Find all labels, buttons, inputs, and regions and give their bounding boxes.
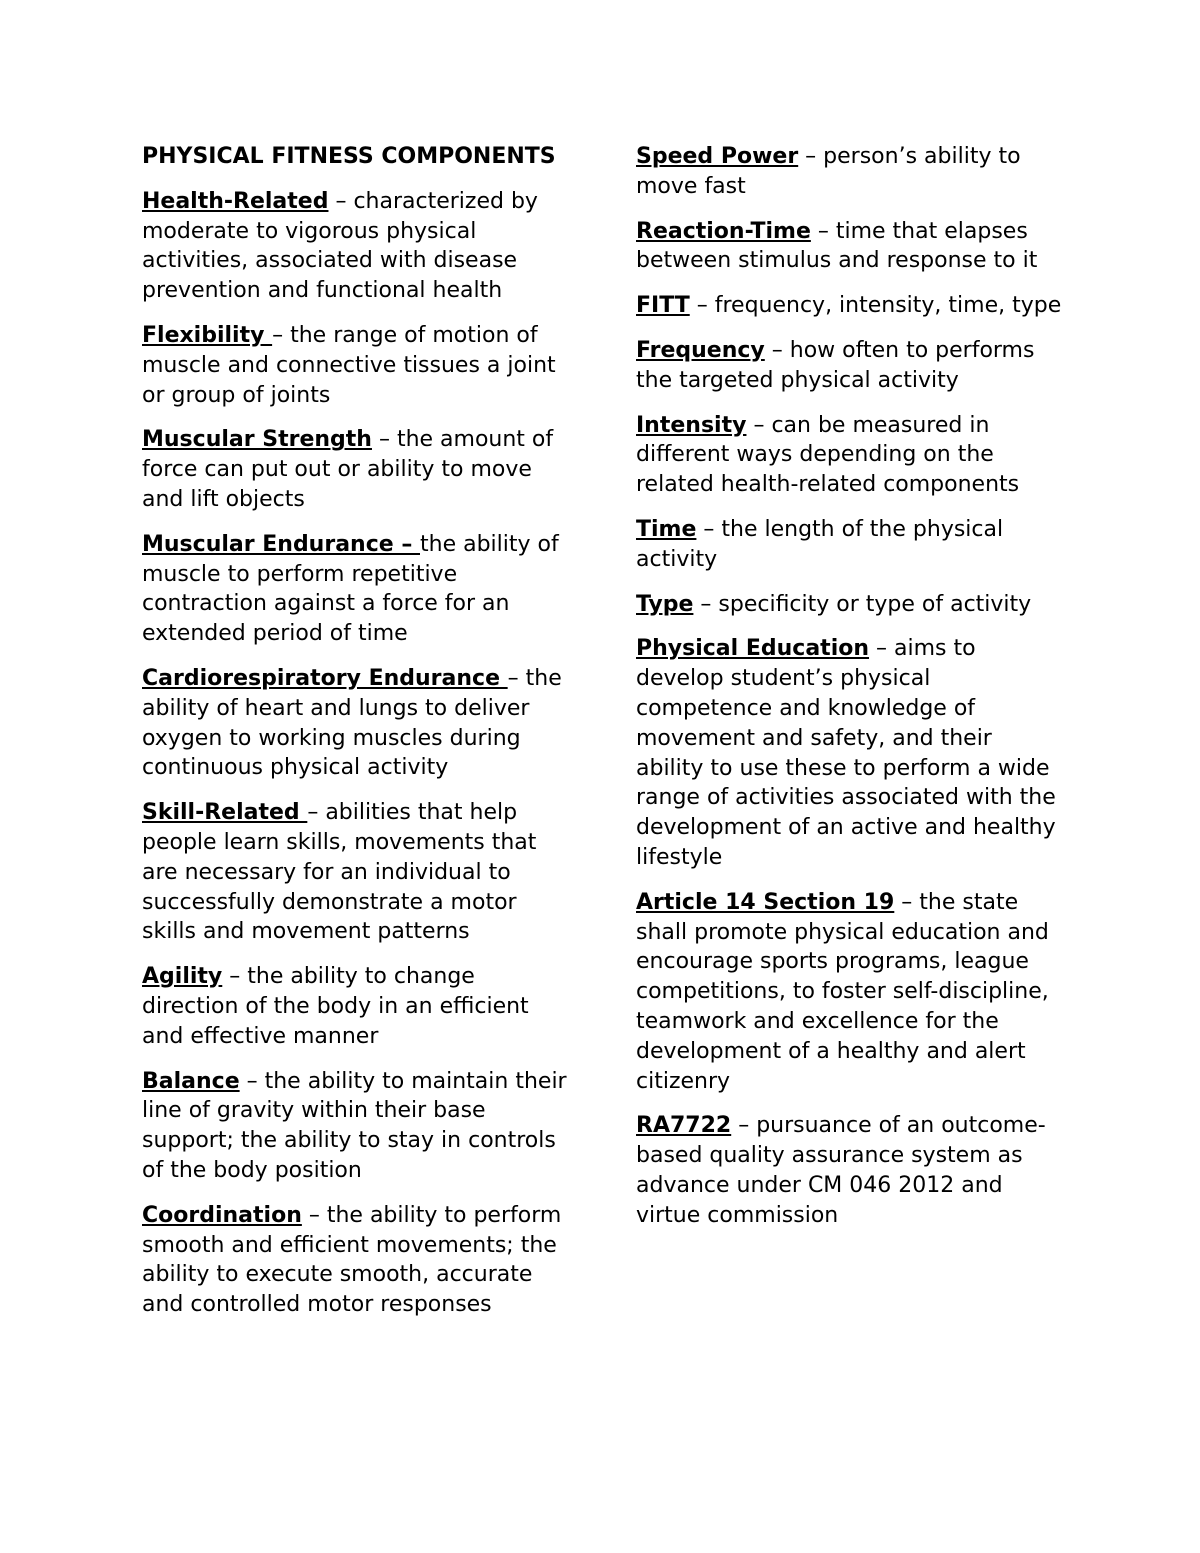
- definition: – the range of motion of muscle and connective tissues a joint or group of joints: [142, 322, 556, 408]
- entry-agility: [142, 962, 572, 1051]
- term: Intensity: [636, 412, 747, 438]
- entry-balance: [142, 1067, 572, 1186]
- definition: – aims to develop student’s physical competence and knowledge of movement and safety, and their ability to use these to perform a wide range of activities associated with the development of an active and healthy lifestyle: [636, 636, 1056, 870]
- entry-speed-power: [636, 142, 1066, 202]
- term: Time: [636, 516, 697, 542]
- term: Reaction-Time: [636, 218, 811, 244]
- term: Muscular Strength: [142, 427, 372, 453]
- term: Coordination: [142, 1202, 302, 1228]
- definition: – abilities that help people learn skills, movements that are necessary for an individual to successfully demonstrate a motor skills and movement patterns: [142, 800, 537, 945]
- term: Skill-Related: [142, 800, 308, 826]
- definition: – can be measured in different ways depending on the related health-related components: [636, 412, 1020, 498]
- term: Frequency: [636, 337, 765, 363]
- term: RA7722: [636, 1113, 732, 1139]
- definition: – characterized by moderate to vigorous physical activities, associated with disease prevention and functional health: [142, 188, 538, 304]
- definition: – person’s ability to move fast: [636, 144, 1021, 199]
- right-column: [636, 142, 1066, 1246]
- term: Speed Power: [636, 144, 799, 169]
- entry-coordination: [142, 1201, 572, 1320]
- left-column: [142, 142, 572, 1335]
- entry-reaction-time: [636, 217, 1066, 277]
- term: Agility: [142, 964, 223, 990]
- term: Cardiorespiratory Endurance: [142, 665, 508, 691]
- document-title: PHYSICAL FITNESS COMPONENTS: [142, 144, 556, 169]
- term: Article 14 Section 19: [636, 889, 895, 915]
- definition: – the ability of heart and lungs to deliver oxygen to working muscles during continuous physical activity: [142, 665, 562, 781]
- definition: – the state shall promote physical education and encourage sports programs, league competitions, to foster self-discipline, teamwork and excellence for the development of a healthy and alert citizenry: [636, 889, 1049, 1094]
- definition: – pursuance of an outcome-based quality assurance system as advance under CM 046 2012 and virtue commission: [636, 1113, 1046, 1228]
- term: Physical Education: [636, 636, 870, 662]
- entry-muscular-strength: [142, 425, 572, 514]
- entry-article-14-section-19: [636, 888, 1066, 1097]
- entry-ra7722: [636, 1111, 1066, 1230]
- definition: – time that elapses between stimulus and response to it: [636, 218, 1038, 274]
- entry-cardiorespiratory-endurance: [142, 664, 572, 783]
- definition: – specificity or type of activity: [693, 591, 1032, 617]
- entry-skill-related: [142, 798, 572, 947]
- term: Flexibility: [142, 322, 273, 348]
- entry-flexibility: [142, 321, 572, 410]
- term: Balance: [142, 1068, 240, 1094]
- definition: – the amount of force can put out or ability to move and lift objects: [142, 427, 554, 512]
- entry-type: [636, 590, 1066, 620]
- definition: – the ability to perform smooth and efficient movements; the ability to execute smooth, accurate and controlled motor responses: [142, 1202, 562, 1318]
- definition: – how often to performs the targeted physical activity: [636, 337, 1035, 393]
- definition: – the ability to maintain their line of gravity within their base support; the ability to stay in controls of the body position: [142, 1068, 567, 1183]
- entry-physical-education: [636, 634, 1066, 872]
- definition: the ability of muscle to perform repetitive contraction against a force for an extended period of time: [142, 531, 559, 647]
- term: FITT: [636, 293, 690, 319]
- definition: – the ability to change direction of the body in an efficient and effective manner: [142, 964, 529, 1049]
- entry-time: [636, 515, 1066, 575]
- entry-muscular-endurance: [142, 530, 572, 649]
- entry-intensity: [636, 411, 1066, 500]
- term: Muscular Endurance –: [142, 531, 420, 557]
- entry-health-related: [142, 187, 572, 306]
- term: Type: [636, 591, 694, 617]
- definition: – the length of the physical activity: [636, 516, 1004, 572]
- entry-frequency: [636, 336, 1066, 396]
- term: Health-Related: [142, 188, 329, 214]
- definition: – frequency, intensity, time, type: [689, 293, 1062, 319]
- entry-fitt: [636, 291, 1066, 321]
